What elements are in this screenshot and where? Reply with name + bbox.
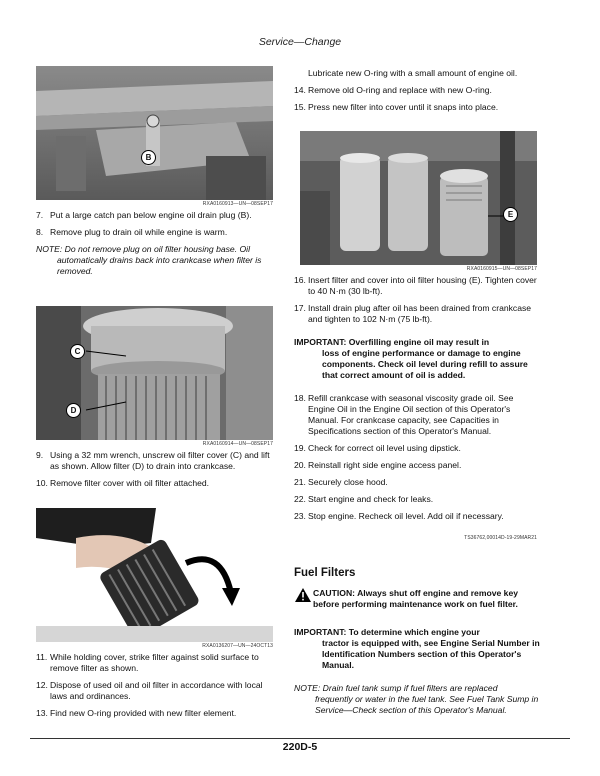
photo3-caption: RXA0136207—UN—24OCT13 <box>202 643 273 649</box>
note-oil-filter-plug <box>36 244 276 277</box>
step-number: 17. <box>294 303 306 313</box>
step-text: Securely close hood. <box>308 477 388 487</box>
left-steps-b <box>36 450 276 495</box>
step-number: 19. <box>294 443 306 453</box>
step-text: Insert filter and cover into oil filter housing (E). Tighten cover to 40 N·m (30 lb-ft). <box>308 275 537 296</box>
step-text: While holding cover, strike filter against solid surface to remove filter as shown. <box>50 652 259 673</box>
step-20 <box>294 460 540 471</box>
right-steps-b <box>294 275 540 528</box>
step-number: 23. <box>294 511 306 521</box>
important-engine-serial <box>294 627 540 671</box>
step-17 <box>294 303 540 325</box>
note-fuel-sump <box>294 683 540 716</box>
step-number: 9. <box>36 450 44 460</box>
photo4-caption: RXA0160915—UN—08SEP17 <box>466 266 537 272</box>
note-body: automatically drains back into crankcase when filter is removed. <box>57 255 262 276</box>
note-lead: NOTE: Do not remove plug on oil filter housing base. Oil <box>36 244 250 254</box>
step-text: Find new O-ring provided with new filter element. <box>50 708 237 718</box>
strike-filter-illustration <box>36 508 273 642</box>
footer-divider <box>30 738 570 739</box>
right-steps-a <box>294 68 540 119</box>
step-text: Put a large catch pan below engine oil drain plug (B). <box>50 210 252 220</box>
step-22 <box>294 494 540 505</box>
step-23 <box>294 511 540 522</box>
step-number: 13. <box>36 708 48 718</box>
step-13-continued <box>294 68 540 79</box>
step-text: Press new filter into cover until it snaps into place. <box>308 102 499 112</box>
step-7 <box>36 210 276 221</box>
strike-filter-photo <box>36 508 273 642</box>
fuel-filters-heading: Fuel Filters <box>294 567 356 579</box>
step-9 <box>36 450 276 472</box>
step-number: 21. <box>294 477 306 487</box>
callout-b: B <box>141 150 156 165</box>
step-number: 11. <box>36 652 48 662</box>
step-number: 18. <box>294 393 306 403</box>
step-text: Start engine and check for leaks. <box>308 494 434 504</box>
step-text: Remove filter cover with oil filter attached. <box>50 478 210 488</box>
filter-housing-illustration <box>300 131 537 265</box>
photo2-caption: RXA0160914—UN—08SEP17 <box>202 441 273 447</box>
caution-text: CAUTION: Always shut off engine and remove key before performing maintenance work on fuel filter. <box>313 588 519 609</box>
callout-e: E <box>503 207 518 222</box>
step-15 <box>294 102 540 113</box>
callout-c: C <box>70 344 85 359</box>
oil-filter-illustration <box>36 306 273 440</box>
step-number: 8. <box>36 227 44 237</box>
step-21 <box>294 477 540 488</box>
step-16 <box>294 275 540 297</box>
step-text: Reinstall right side engine access panel. <box>308 460 462 470</box>
filter-housing-photo <box>300 131 537 265</box>
left-steps-a <box>36 210 276 283</box>
important-overfilling <box>294 337 540 381</box>
oil-filter-cover-photo <box>36 306 273 440</box>
step-number: 14. <box>294 85 306 95</box>
step-text: Dispose of used oil and oil filter in accordance with local laws and ordinances. <box>50 680 263 701</box>
step-number: 10. <box>36 478 48 488</box>
step-text: Remove old O-ring and replace with new O-ring. <box>308 85 492 95</box>
warning-icon <box>295 588 311 602</box>
note-lead: NOTE: Drain fuel tank sump if fuel filters are replaced <box>294 683 498 693</box>
page-header: Service—Change <box>258 36 342 48</box>
step-text: Check for correct oil level using dipstick. <box>308 443 461 453</box>
step-text: Remove plug to drain oil while engine is warm. <box>50 227 228 237</box>
step-number: 22. <box>294 494 306 504</box>
step-13 <box>36 708 276 719</box>
drain-plug-illustration <box>36 66 273 200</box>
note-body: frequently or water in the fuel tank. See Fuel Tank Sump in Service—Check section of this Operator's Manual. <box>315 694 539 715</box>
step-text: Refill crankcase with seasonal viscosity grade oil. See Engine Oil in the Engine Oil section of this Operator's Manual. For crankcase capacity, see Capacities in Specifications section of this Operator's Manual. <box>308 393 514 436</box>
important-body: loss of engine performance or damage to engine components. Check oil level during refill to assure that correct amount of oil is added. <box>322 348 528 380</box>
callout-d: D <box>66 403 81 418</box>
step-number: 12. <box>36 680 48 690</box>
photo1-caption: RXA0160913—UN—08SEP17 <box>202 201 273 207</box>
important-lead: IMPORTANT: To determine which engine your <box>294 627 480 637</box>
step-text: Lubricate new O-ring with a small amount of engine oil. <box>308 68 518 78</box>
drain-plug-photo <box>36 66 273 200</box>
step-19 <box>294 443 540 454</box>
step-12 <box>36 680 276 702</box>
step-number: 15. <box>294 102 306 112</box>
step-18 <box>294 393 540 437</box>
step-10 <box>36 478 276 489</box>
step-text: Stop engine. Recheck oil level. Add oil if necessary. <box>308 511 504 521</box>
left-steps-c <box>36 652 276 725</box>
step-11 <box>36 652 276 674</box>
page-number: 220D-5 <box>282 741 318 753</box>
step-text: Using a 32 mm wrench, unscrew oil filter cover (C) and lift as shown. Allow filter (D) to drain into crankcase. <box>50 450 270 471</box>
step-number: 16. <box>294 275 306 285</box>
step-8 <box>36 227 276 238</box>
step-number: 7. <box>36 210 44 220</box>
step-text: Install drain plug after oil has been drained from crankcase and tighten to 102 N·m (75 lb-ft). <box>308 303 532 324</box>
important-body: tractor is equipped with, see Engine Serial Number in Identification Numbers section of this Operator's Manual. <box>322 638 540 670</box>
reference-code: TS36762,00014D-19-29MAR21 <box>464 535 537 541</box>
step-number: 20. <box>294 460 306 470</box>
step-14 <box>294 85 540 96</box>
important-lead: IMPORTANT: Overfilling engine oil may result in <box>294 337 490 347</box>
